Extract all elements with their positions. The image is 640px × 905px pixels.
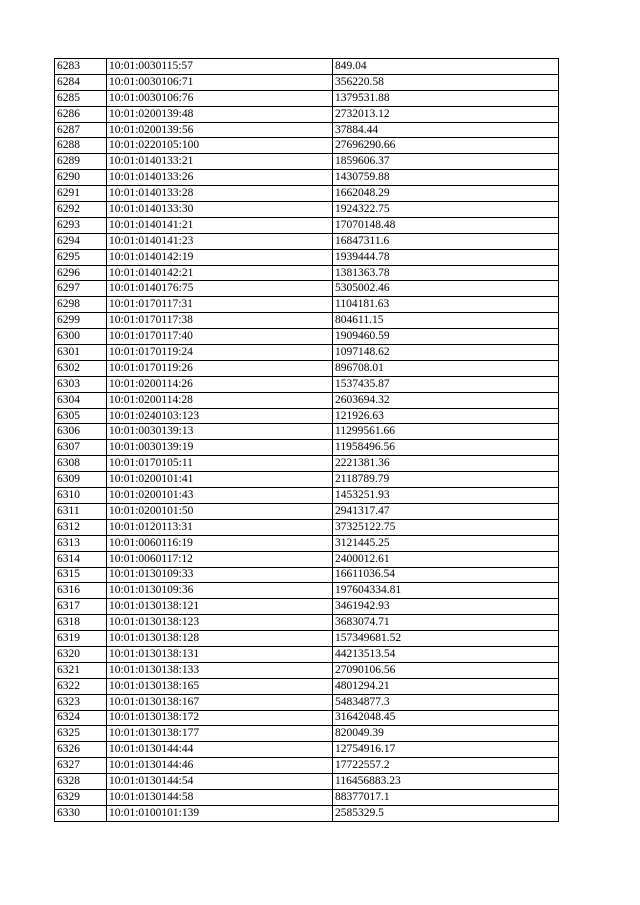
cadastral-number-cell: 10:01:0030139:19 xyxy=(107,440,333,456)
cadastral-number-cell: 10:01:0200101:50 xyxy=(107,503,333,519)
row-number-cell: 6287 xyxy=(55,122,107,138)
value-cell: 116456883.23 xyxy=(333,774,559,790)
cadastral-number-cell: 10:01:0130138:133 xyxy=(107,662,333,678)
row-number-cell: 6329 xyxy=(55,789,107,805)
cadastral-number-cell: 10:01:0170119:24 xyxy=(107,345,333,361)
value-cell: 1381363.78 xyxy=(333,265,559,281)
row-number-cell: 6285 xyxy=(55,90,107,106)
table-row xyxy=(55,202,559,218)
cadastral-number-cell: 10:01:0200139:48 xyxy=(107,106,333,122)
cadastral-number-cell: 10:01:0060116:19 xyxy=(107,535,333,551)
cadastral-number-cell: 10:01:0030106:71 xyxy=(107,74,333,90)
table-row xyxy=(55,122,559,138)
table-row xyxy=(55,186,559,202)
cadastral-number-cell: 10:01:0200139:56 xyxy=(107,122,333,138)
row-number-cell: 6330 xyxy=(55,805,107,821)
value-cell: 17070148.48 xyxy=(333,217,559,233)
value-cell: 157349681.52 xyxy=(333,631,559,647)
table-row xyxy=(55,217,559,233)
value-cell: 2400012.61 xyxy=(333,551,559,567)
cadastral-number-cell: 10:01:0130144:54 xyxy=(107,774,333,790)
table-row xyxy=(55,329,559,345)
cadastral-number-cell: 10:01:0060117:12 xyxy=(107,551,333,567)
row-number-cell: 6299 xyxy=(55,313,107,329)
value-cell: 2118789.79 xyxy=(333,472,559,488)
cadastral-number-cell: 10:01:0200114:28 xyxy=(107,392,333,408)
value-cell: 12754916.17 xyxy=(333,742,559,758)
cadastral-number-cell: 10:01:0140141:21 xyxy=(107,217,333,233)
table-row xyxy=(55,281,559,297)
cadastral-number-cell: 10:01:0130109:33 xyxy=(107,567,333,583)
cadastral-number-cell: 10:01:0130138:123 xyxy=(107,615,333,631)
table-row xyxy=(55,519,559,535)
row-number-cell: 6310 xyxy=(55,488,107,504)
row-number-cell: 6291 xyxy=(55,186,107,202)
cadastral-number-cell: 10:01:0030115:57 xyxy=(107,59,333,75)
table-row xyxy=(55,503,559,519)
value-cell: 1924322.75 xyxy=(333,202,559,218)
row-number-cell: 6324 xyxy=(55,710,107,726)
value-cell: 16847311.6 xyxy=(333,233,559,249)
cadastral-number-cell: 10:01:0130109:36 xyxy=(107,583,333,599)
row-number-cell: 6286 xyxy=(55,106,107,122)
row-number-cell: 6288 xyxy=(55,138,107,154)
cadastral-number-cell: 10:01:0220105:100 xyxy=(107,138,333,154)
row-number-cell: 6307 xyxy=(55,440,107,456)
row-number-cell: 6293 xyxy=(55,217,107,233)
cadastral-number-cell: 10:01:0130144:58 xyxy=(107,789,333,805)
row-number-cell: 6290 xyxy=(55,170,107,186)
table-row xyxy=(55,170,559,186)
value-cell: 88377017.1 xyxy=(333,789,559,805)
row-number-cell: 6297 xyxy=(55,281,107,297)
row-number-cell: 6319 xyxy=(55,631,107,647)
table-row xyxy=(55,138,559,154)
row-number-cell: 6306 xyxy=(55,424,107,440)
table-row xyxy=(55,154,559,170)
value-cell: 1859606.37 xyxy=(333,154,559,170)
value-cell: 3461942.93 xyxy=(333,599,559,615)
row-number-cell: 6326 xyxy=(55,742,107,758)
value-cell: 1097148.62 xyxy=(333,345,559,361)
table-row xyxy=(55,424,559,440)
value-cell: 804611.15 xyxy=(333,313,559,329)
value-cell: 3121445.25 xyxy=(333,535,559,551)
table-row xyxy=(55,726,559,742)
value-cell: 17722557.2 xyxy=(333,758,559,774)
cadastral-number-cell: 10:01:0200114:26 xyxy=(107,376,333,392)
row-number-cell: 6311 xyxy=(55,503,107,519)
cadastral-number-cell: 10:01:0130144:46 xyxy=(107,758,333,774)
value-cell: 4801294.21 xyxy=(333,678,559,694)
row-number-cell: 6318 xyxy=(55,615,107,631)
row-number-cell: 6315 xyxy=(55,567,107,583)
table-row xyxy=(55,74,559,90)
table-row xyxy=(55,535,559,551)
cadastral-number-cell: 10:01:0130138:131 xyxy=(107,646,333,662)
value-cell: 44213513.54 xyxy=(333,646,559,662)
value-cell: 896708.01 xyxy=(333,360,559,376)
cadastral-number-cell: 10:01:0130138:177 xyxy=(107,726,333,742)
value-cell: 3683074.71 xyxy=(333,615,559,631)
value-cell: 1453251.93 xyxy=(333,488,559,504)
value-cell: 2941317.47 xyxy=(333,503,559,519)
row-number-cell: 6323 xyxy=(55,694,107,710)
value-cell: 2221381.36 xyxy=(333,456,559,472)
table-row xyxy=(55,646,559,662)
cadastral-number-cell: 10:01:0170117:38 xyxy=(107,313,333,329)
table-row xyxy=(55,249,559,265)
cadastral-number-cell: 10:01:0140176:75 xyxy=(107,281,333,297)
table-row xyxy=(55,408,559,424)
cadastral-number-cell: 10:01:0140141:23 xyxy=(107,233,333,249)
table-row xyxy=(55,742,559,758)
row-number-cell: 6322 xyxy=(55,678,107,694)
value-cell: 1939444.78 xyxy=(333,249,559,265)
value-cell: 37884.44 xyxy=(333,122,559,138)
table-row xyxy=(55,710,559,726)
table-row xyxy=(55,694,559,710)
value-cell: 1537435.87 xyxy=(333,376,559,392)
cadastral-number-cell: 10:01:0140133:21 xyxy=(107,154,333,170)
row-number-cell: 6300 xyxy=(55,329,107,345)
table-row xyxy=(55,805,559,821)
row-number-cell: 6327 xyxy=(55,758,107,774)
table-row xyxy=(55,662,559,678)
row-number-cell: 6304 xyxy=(55,392,107,408)
cadastral-number-cell: 10:01:0240103:123 xyxy=(107,408,333,424)
row-number-cell: 6301 xyxy=(55,345,107,361)
value-cell: 54834877.3 xyxy=(333,694,559,710)
table-row xyxy=(55,631,559,647)
table-row xyxy=(55,583,559,599)
cadastral-number-cell: 10:01:0140133:26 xyxy=(107,170,333,186)
row-number-cell: 6312 xyxy=(55,519,107,535)
value-cell: 37325122.75 xyxy=(333,519,559,535)
table-row xyxy=(55,376,559,392)
cadastral-number-cell: 10:01:0120113:31 xyxy=(107,519,333,535)
value-cell: 2732013.12 xyxy=(333,106,559,122)
value-cell: 1379531.88 xyxy=(333,90,559,106)
cadastral-number-cell: 10:01:0170117:31 xyxy=(107,297,333,313)
value-cell: 11299561.66 xyxy=(333,424,559,440)
value-cell: 1430759.88 xyxy=(333,170,559,186)
table-row xyxy=(55,789,559,805)
value-cell: 356220.58 xyxy=(333,74,559,90)
row-number-cell: 6296 xyxy=(55,265,107,281)
cadastral-number-cell: 10:01:0130138:128 xyxy=(107,631,333,647)
row-number-cell: 6302 xyxy=(55,360,107,376)
table-row xyxy=(55,599,559,615)
value-cell: 1909460.59 xyxy=(333,329,559,345)
table-row xyxy=(55,345,559,361)
value-cell: 2585329.5 xyxy=(333,805,559,821)
table-row xyxy=(55,392,559,408)
cadastral-number-cell: 10:01:0030139:13 xyxy=(107,424,333,440)
table-row xyxy=(55,90,559,106)
value-cell: 11958496.56 xyxy=(333,440,559,456)
table-body xyxy=(55,59,559,822)
value-cell: 31642048.45 xyxy=(333,710,559,726)
cadastral-number-cell: 10:01:0030106:76 xyxy=(107,90,333,106)
table-row xyxy=(55,758,559,774)
value-cell: 5305002.46 xyxy=(333,281,559,297)
cadastral-number-cell: 10:01:0130138:121 xyxy=(107,599,333,615)
cadastral-number-cell: 10:01:0100101:139 xyxy=(107,805,333,821)
table-row xyxy=(55,567,559,583)
cadastral-number-cell: 10:01:0170105:11 xyxy=(107,456,333,472)
cadastral-number-cell: 10:01:0130138:165 xyxy=(107,678,333,694)
cadastral-number-cell: 10:01:0140133:30 xyxy=(107,202,333,218)
value-cell: 16611036.54 xyxy=(333,567,559,583)
value-cell: 820049.39 xyxy=(333,726,559,742)
table-row xyxy=(55,360,559,376)
row-number-cell: 6309 xyxy=(55,472,107,488)
cadastral-number-cell: 10:01:0130138:172 xyxy=(107,710,333,726)
cadastral-number-cell: 10:01:0200101:41 xyxy=(107,472,333,488)
value-cell: 2603694.32 xyxy=(333,392,559,408)
row-number-cell: 6328 xyxy=(55,774,107,790)
row-number-cell: 6294 xyxy=(55,233,107,249)
table-row xyxy=(55,233,559,249)
value-cell: 849.04 xyxy=(333,59,559,75)
value-cell: 27090106.56 xyxy=(333,662,559,678)
table-row xyxy=(55,297,559,313)
row-number-cell: 6303 xyxy=(55,376,107,392)
row-number-cell: 6289 xyxy=(55,154,107,170)
table-row xyxy=(55,313,559,329)
row-number-cell: 6313 xyxy=(55,535,107,551)
table-row xyxy=(55,106,559,122)
cadastral-number-cell: 10:01:0200101:43 xyxy=(107,488,333,504)
row-number-cell: 6283 xyxy=(55,59,107,75)
value-cell: 121926.63 xyxy=(333,408,559,424)
value-cell: 1662048.29 xyxy=(333,186,559,202)
row-number-cell: 6325 xyxy=(55,726,107,742)
table-row xyxy=(55,456,559,472)
cadastral-number-cell: 10:01:0130138:167 xyxy=(107,694,333,710)
row-number-cell: 6308 xyxy=(55,456,107,472)
row-number-cell: 6295 xyxy=(55,249,107,265)
row-number-cell: 6317 xyxy=(55,599,107,615)
value-cell: 1104181.63 xyxy=(333,297,559,313)
row-number-cell: 6314 xyxy=(55,551,107,567)
table-row xyxy=(55,59,559,75)
cadastral-value-table xyxy=(54,58,559,822)
table-row xyxy=(55,615,559,631)
table-row xyxy=(55,488,559,504)
table-row xyxy=(55,440,559,456)
cadastral-number-cell: 10:01:0140142:21 xyxy=(107,265,333,281)
value-cell: 197604334.81 xyxy=(333,583,559,599)
row-number-cell: 6320 xyxy=(55,646,107,662)
row-number-cell: 6292 xyxy=(55,202,107,218)
row-number-cell: 6305 xyxy=(55,408,107,424)
cadastral-number-cell: 10:01:0170119:26 xyxy=(107,360,333,376)
cadastral-number-cell: 10:01:0140133:28 xyxy=(107,186,333,202)
cadastral-number-cell: 10:01:0170117:40 xyxy=(107,329,333,345)
row-number-cell: 6316 xyxy=(55,583,107,599)
value-cell: 27696290.66 xyxy=(333,138,559,154)
table-row xyxy=(55,551,559,567)
cadastral-number-cell: 10:01:0130144:44 xyxy=(107,742,333,758)
row-number-cell: 6298 xyxy=(55,297,107,313)
cadastral-number-cell: 10:01:0140142:19 xyxy=(107,249,333,265)
row-number-cell: 6321 xyxy=(55,662,107,678)
table-row xyxy=(55,265,559,281)
table-row xyxy=(55,678,559,694)
row-number-cell: 6284 xyxy=(55,74,107,90)
table-row xyxy=(55,472,559,488)
table-row xyxy=(55,774,559,790)
